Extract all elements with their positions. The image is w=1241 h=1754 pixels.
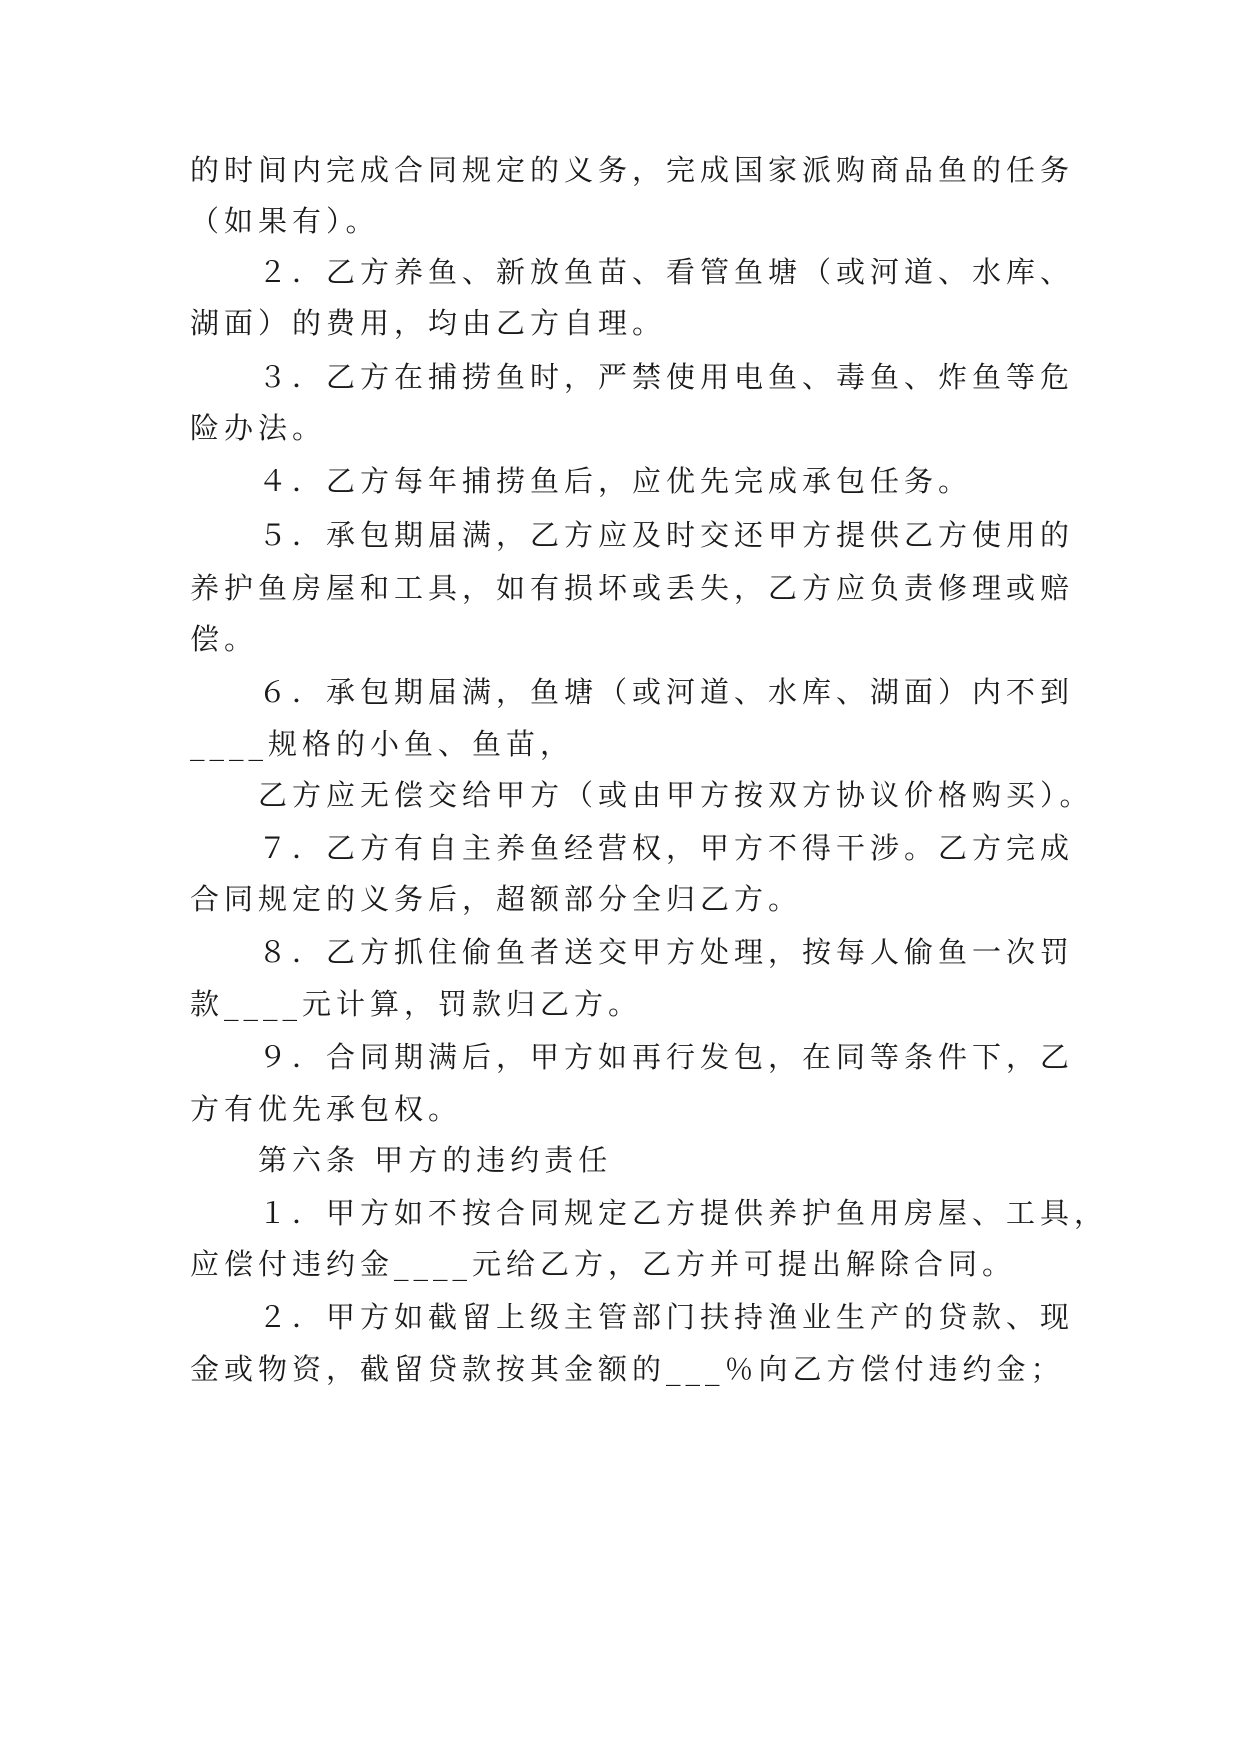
text-line: 应偿付违约金____元给乙方，乙方并可提出解除合同。 <box>190 1247 1017 1281</box>
text-line: ３．乙方在捕捞鱼时，严禁使用电鱼、毒鱼、炸鱼等危 <box>258 360 1075 394</box>
text-line: １．甲方如不按合同规定乙方提供养护鱼用房屋、工具， <box>258 1196 1109 1230</box>
text-line: 乙方应无偿交给甲方（或由甲方按双方协议价格购买）。 <box>258 778 1094 812</box>
text-line: ５．承包期届满，乙方应及时交还甲方提供乙方使用的 <box>258 518 1075 552</box>
text-line: ４．乙方每年捕捞鱼后，应优先完成承包任务。 <box>258 464 973 498</box>
text-line: 偿。 <box>190 622 259 656</box>
text-line: 险办法。 <box>190 411 327 445</box>
text-line: 款____元计算，罚款归乙方。 <box>190 987 643 1021</box>
text-line: 方有优先承包权。 <box>190 1092 463 1126</box>
text-line: ７．乙方有自主养鱼经营权，甲方不得干涉。乙方完成 <box>258 831 1075 865</box>
text-line: ２．乙方养鱼、新放鱼苗、看管鱼塘（或河道、水库、 <box>258 255 1075 289</box>
text-line: ９．合同期满后，甲方如再行发包，在同等条件下，乙 <box>258 1040 1075 1074</box>
text-line: 的时间内完成合同规定的义务，完成国家派购商品鱼的任务 <box>190 153 1075 187</box>
section-heading: 第六条 甲方的违约责任 <box>258 1143 613 1177</box>
text-line: 合同规定的义务后，超额部分全归乙方。 <box>190 882 803 916</box>
text-line: ２．甲方如截留上级主管部门扶持渔业生产的贷款、现 <box>258 1300 1075 1334</box>
text-line: ６．承包期届满，鱼塘（或河道、水库、湖面）内不到 <box>258 675 1075 709</box>
text-line: 金或物资，截留贷款按其金额的___％向乙方偿付违约金； <box>190 1352 1065 1386</box>
text-line: 养护鱼房屋和工具，如有损坏或丢失，乙方应负责修理或赔 <box>190 571 1075 605</box>
text-line: （如果有）。 <box>190 204 380 238</box>
text-line: ____规格的小鱼、鱼苗， <box>190 727 575 761</box>
text-line: ８．乙方抓住偷鱼者送交甲方处理，按每人偷鱼一次罚 <box>258 935 1075 969</box>
text-line: 湖面）的费用，均由乙方自理。 <box>190 306 667 340</box>
